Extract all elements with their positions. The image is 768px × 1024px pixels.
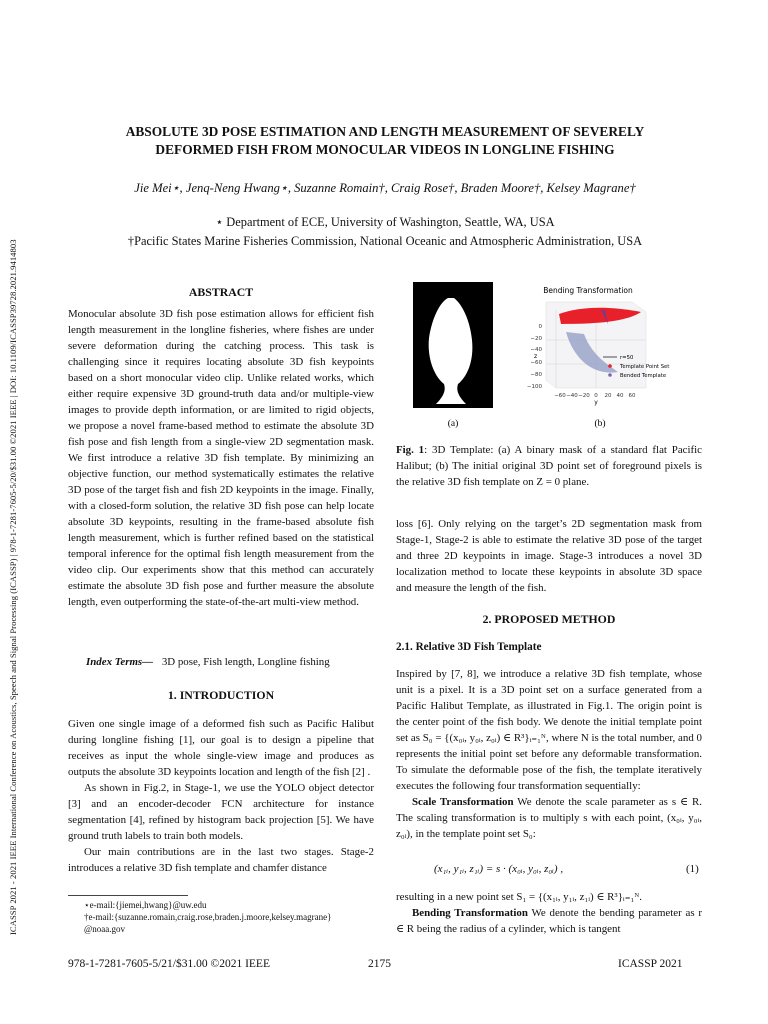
- legend-entry-bended: Bended Template: [620, 373, 667, 379]
- sidebar-text: ICASSP 2021 - 2021 IEEE International Conference on Acoustics, Speech and Signal Processing (ICASSP) | 978-1-7281-7605-5/20/$31.00 ©2021 IEEE | DOI: 10.1109/ICASSP39728.2021.9414803: [8, 239, 18, 935]
- subsection-heading: 2.1. Relative 3D Fish Template: [396, 641, 542, 653]
- legend-entry-template: Template Point Set: [620, 364, 670, 370]
- intro-heading: 1. INTRODUCTION: [167, 688, 275, 702]
- x-tick-3: 0: [594, 393, 598, 399]
- x-tick-5: 40: [616, 393, 624, 399]
- y-axis-label: y: [594, 399, 598, 406]
- footnote-rule: [68, 895, 188, 896]
- title-line-2: DEFORMED FISH FROM MONOCULAR VIDEOS IN LONGLINE FISHING: [155, 142, 615, 157]
- legend-marker-bended: [608, 373, 612, 377]
- abstract-heading: ABSTRACT: [188, 285, 254, 299]
- x-tick-6: 60: [628, 393, 636, 399]
- bending-text: We denote the bending parameter as r ∈ R being the radius of a cylinder, which is tangent: [396, 907, 702, 935]
- plot-title: Bending Transformation: [543, 286, 633, 295]
- y-tick-5: −100: [526, 384, 542, 390]
- y-tick-3: −60: [530, 360, 542, 366]
- title-line-1: ABSOLUTE 3D POSE ESTIMATION AND LENGTH MEASUREMENT OF SEVERELY: [125, 124, 645, 139]
- scale-paragraph: [396, 794, 702, 842]
- y-tick-0: 0: [538, 324, 542, 330]
- footnote-1: ⋆e-mail:{jiemei,hwang}@uw.edu: [84, 900, 207, 910]
- template-section-body: [396, 666, 702, 842]
- legend-marker-template: [608, 364, 612, 368]
- footnote-2: †e-mail:{suzanne.romain,craig.rose,braden.j.moore,kelsey.magrane} @noaa.gov: [84, 912, 332, 934]
- sidebar-doi-strip: [8, 95, 22, 935]
- y-tick-4: −80: [530, 372, 542, 378]
- z-axis-label: z: [534, 353, 538, 360]
- x-tick-1: −40: [566, 393, 578, 399]
- scale-label: Scale Transformation: [412, 796, 514, 808]
- affiliation-1: ⋆ Department of ECE, University of Washington, Seattle, WA, USA: [215, 215, 555, 229]
- equation-1-number: (1): [686, 863, 699, 875]
- intro-body: [68, 716, 374, 876]
- x-tick-4: 20: [604, 393, 612, 399]
- footer-isbn: 978-1-7281-7605-5/21/$31.00 ©2021 IEEE: [68, 958, 270, 970]
- index-terms-text: 3D pose, Fish length, Longline fishing: [161, 656, 330, 668]
- y-tick-2: −40: [530, 347, 542, 353]
- subfigure-label-a: (a): [447, 419, 459, 429]
- figure-1-caption: [396, 442, 702, 490]
- figure-1-graphic: [396, 280, 706, 430]
- footer-page-number: 2175: [368, 958, 391, 970]
- paper-title: [60, 123, 710, 159]
- abstract-body: [68, 306, 374, 610]
- intro-paragraph-2: As shown in Fig.2, in Stage-1, we use the YOLO object detector [3] and an encoder-decoder FCN architecture for instance segmentation [4], refined by histogram back projection [5]. We have ground truth labels to train both models.: [68, 782, 374, 842]
- caption-text: : 3D Template: (a) A binary mask of a standard flat Pacific Halibut; (b) The initial original 3D point set of foreground pixels is the relative 3D fish template on Z = 0 plane.: [396, 444, 702, 488]
- subfigure-label-b: (b): [594, 419, 606, 429]
- affiliation-2: †Pacific States Marine Fisheries Commission, National Oceanic and Atmospheric Administration, USA: [127, 234, 643, 248]
- x-tick-2: −20: [578, 393, 590, 399]
- author-list: Jie Mei⋆, Jenq-Neng Hwang⋆, Suzanne Romain†, Craig Rose†, Braden Moore†, Kelsey Magrane†: [134, 181, 636, 195]
- legend-entry-r: r=50: [620, 355, 634, 361]
- index-terms: [68, 654, 374, 670]
- footer-venue: ICASSP 2021: [618, 958, 683, 970]
- footnotes: [68, 899, 374, 935]
- intro-paragraph-1: Given one single image of a deformed fish such as Pacific Halibut during longline fishing [1], our goal is to design a pipeline that receives as input the whole single-view image and produces as outputs the absolute 3D keypoints location and length of the fish [2] .: [68, 718, 374, 778]
- equation-1: (x₁ᵢ, y₁ᵢ, z₁ᵢ) = s · (x₀ᵢ, y₀ᵢ, z₀ᵢ) ,: [434, 863, 564, 875]
- right-paragraph-1: loss [6]. Only relying on the target’s 2D segmentation mask from Stage-1, Stage-2 is able to estimate the relative 3D pose of the target and three 2D keypoints in image. Stage-3 introduces a novel 3D localization method to locate these keypoints in absolute 3D space and measure the length of the fish.: [396, 518, 702, 594]
- right-paragraph-2: Inspired by [7, 8], we introduce a relative 3D fish template, whose unit is a pixel. It is a 3D point set on a surface generated from a Pacific Halibut Template, as illustrated in Fig.1. The origin point is the center point of the fish body. We denote the initial template point set as S₀ = {(x₀ᵢ, y₀ᵢ, z₀ᵢ) ∈ R³}ᵢ₌₁ᴺ, where N is the total number, and 0 represents the initial point set before any deformable transformation. To simulate the deformable pose of the fish, the template iteratively executes the following four transformation sequentially:: [396, 668, 702, 792]
- y-tick-1: −20: [530, 336, 542, 342]
- right-column-intro: [396, 516, 702, 596]
- bending-paragraph: [396, 905, 702, 937]
- right-column-tail: [396, 889, 702, 937]
- right-paragraph-3: resulting in a new point set S₁ = {(x₁ᵢ, y₁ᵢ, z₁ᵢ) ∈ R³}ᵢ₌₁ᴺ.: [396, 891, 643, 903]
- caption-label: Fig. 1: [396, 444, 425, 456]
- x-tick-0: −60: [554, 393, 566, 399]
- scale-text: We denote the scale parameter as s ∈ R. The scaling transformation is to multiply s with each point, (x₀ᵢ, y₀ᵢ, z₀ᵢ), in the template point set S₀:: [396, 796, 702, 840]
- figure-1: [396, 280, 706, 430]
- bending-label: Bending Transformation: [412, 907, 528, 919]
- index-terms-label: Index Terms—: [86, 656, 154, 668]
- method-heading: 2. PROPOSED METHOD: [482, 612, 616, 626]
- intro-paragraph-3: Our main contributions are in the last two stages. Stage-2 introduces a relative 3D fish template and chamfer distance: [68, 846, 374, 874]
- abstract-text: Monocular absolute 3D fish pose estimation allows for efficient fish length measurement in the longline fisheries, where fishes are under severe deformation during the catching process. This task is challenging since it requires locating absolute 3D fish keypoints based on a short monocular video clip. Unlike related works, which either require expensive 3D ground-truth data and/or multiple-view images to provide depth information, or are limited to rigid objects, we propose a novel frame-based method to estimate the absolute 3D fish pose and fish length from a single-view 2D segmentation mask. We first introduce a relative 3D fish template. By minimizing an objective function, our method systematically estimates the relative 3D pose of the target fish and fish 2D keypoints in the image. Finally, with a closed-form solution, the relative 3D fish pose can help locate absolute 3D keypoints, resulting in the frame-based absolute fish length measurement, which is further refined based on the statistical temporal inference for the optimal fish length measurement from the video clip. Our experiments show that this method can accurately estimate the absolute 3D fish pose and further measure the absolute length, even outperforming the state-of-the-art multi-view method.: [68, 308, 374, 608]
